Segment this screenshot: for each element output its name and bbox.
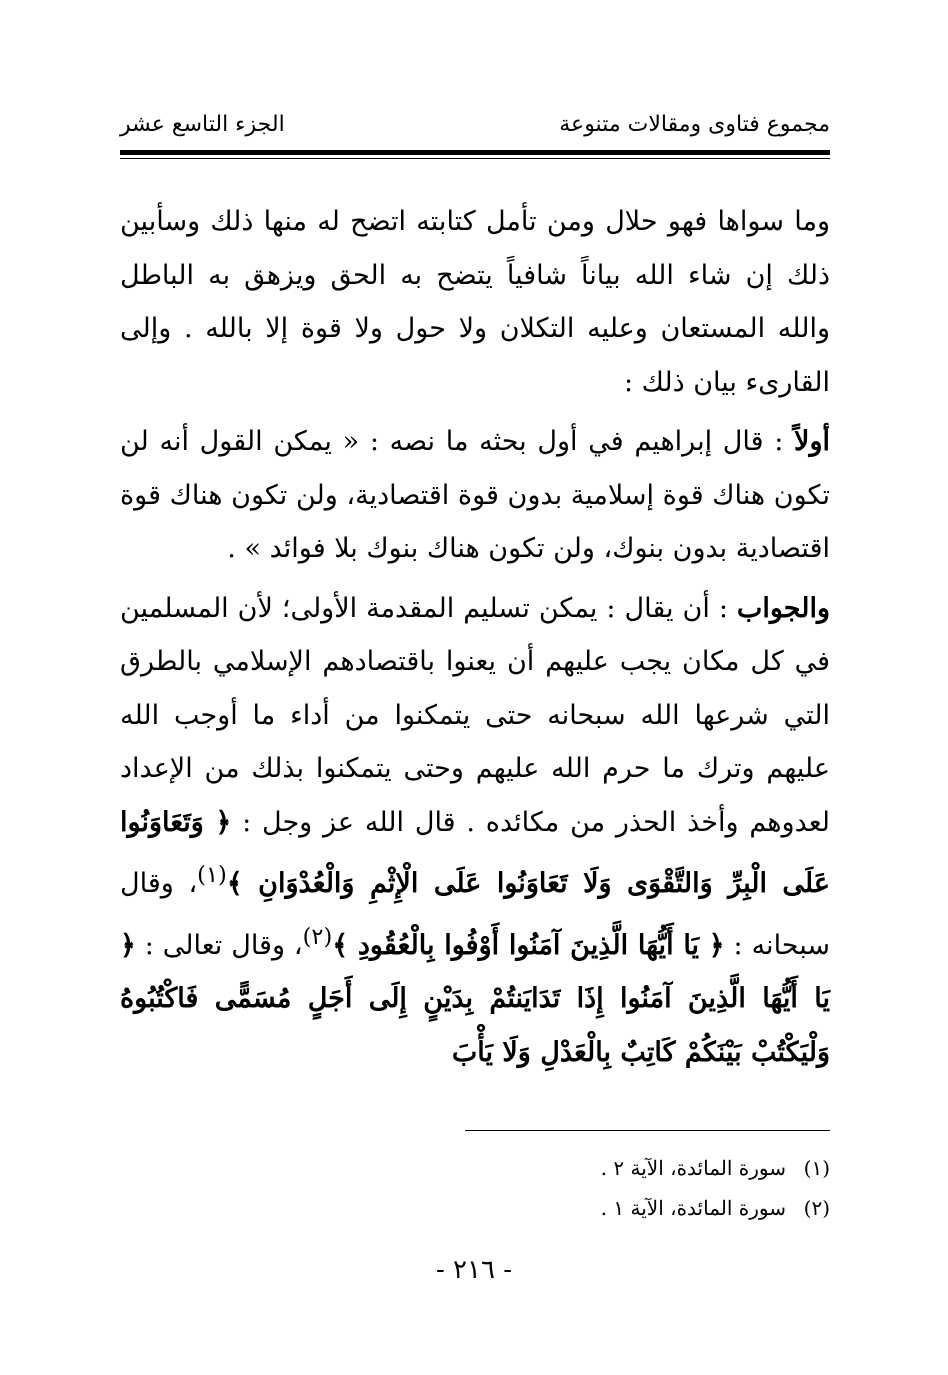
answer-text-part-2: ، وقال سبحانه : xyxy=(120,868,830,961)
book-title: مجموع فتاوى ومقالات متنوعة xyxy=(559,112,830,137)
footnote-ref-1: (١) xyxy=(197,862,227,888)
footnote-2 xyxy=(300,1188,830,1228)
page-number: - ٢١٦ - xyxy=(435,1255,513,1285)
answer-text-part-3: ، وقال تعالى : xyxy=(135,929,303,961)
paragraph-intro: وما سواها فهو حلال ومن تأمل كتابته اتضح له منها ذلك وسأبين ذلك إن شاء الله بياناً شافياً يتضح به الحق ويزهق به الباطل والله المستعان وعليه التكلان ولا حول ولا قوة إلا بالله . وإلى القارىء بيان ذلك : xyxy=(120,206,830,398)
quran-verse-3: ﴿ يَا أَيُّهَا الَّذِينَ آمَنُوا إِذَا تَدَايَنتُمْ بِدَيْنٍ إِلَى أَجَلٍ مُسَمًّى فَاكْتُبُوهُ وَلْيَكْتُبْ بَيْنَكُمْ كَاتِبٌ بِالْعَدْلِ وَلَا يَأْبَ xyxy=(120,929,830,1068)
footnote-1 xyxy=(300,1148,830,1188)
footnote-ref-2: (٢) xyxy=(302,923,333,950)
first-point-text: : قال إبراهيم في أول بحثه ما نصه : « يمكن القول أنه لن تكون هناك قوة إسلامية بدون قوة اقتصادية، ولن تكون هناك قوة اقتصادية بدون بنوك، ولن تكون هناك بنوك بلا فوائد » . xyxy=(120,426,830,564)
header-rule-thin xyxy=(120,158,830,159)
body-text xyxy=(120,195,830,1085)
footnote-number: (١) xyxy=(803,1156,830,1180)
volume-label: الجزء التاسع عشر xyxy=(120,112,285,137)
answer-lead: والجواب xyxy=(736,592,830,624)
header-rule-thick xyxy=(120,150,830,155)
running-header xyxy=(120,112,830,148)
footnote-text: سورة المائدة، الآية ١ . xyxy=(600,1196,786,1220)
paragraph-first-point xyxy=(120,415,830,576)
answer-text-part-1: : أن يقال : يمكن تسليم المقدمة الأولى؛ لأن المسلمين في كل مكان يجب عليهم أن يعنوا باقتصادهم الإسلامي بالطرق التي شرعها الله سبحانه حتى يتمكنوا من أداء ما أوجب الله عليهم وترك ما حرم الله عليهم وحتى يتمكنوا بذلك من الإعداد لعدوهم وأخذ الحذر من مكائده . قال الله عز وجل : xyxy=(120,592,830,838)
quran-verse-1: ﴿ وَتَعَاوَنُوا عَلَى الْبِرِّ وَالتَّقْوَى وَلَا تَعَاوَنُوا عَلَى الْإِثْمِ وَالْعُدْوَانِ ﴾ xyxy=(120,806,830,899)
footnotes xyxy=(300,1148,830,1228)
first-point-lead: أولاً xyxy=(794,426,830,457)
footnote-separator xyxy=(465,1130,830,1131)
quran-verse-2: ﴿ يَا أَيُّهَا الَّذِينَ آمَنُوا أَوْفُوا بِالْعُقُودِ ﴾ xyxy=(332,929,725,961)
footnote-number: (٢) xyxy=(803,1196,830,1220)
footnote-text: سورة المائدة، الآية ٢ . xyxy=(600,1156,786,1180)
paragraph-answer xyxy=(120,582,830,1080)
